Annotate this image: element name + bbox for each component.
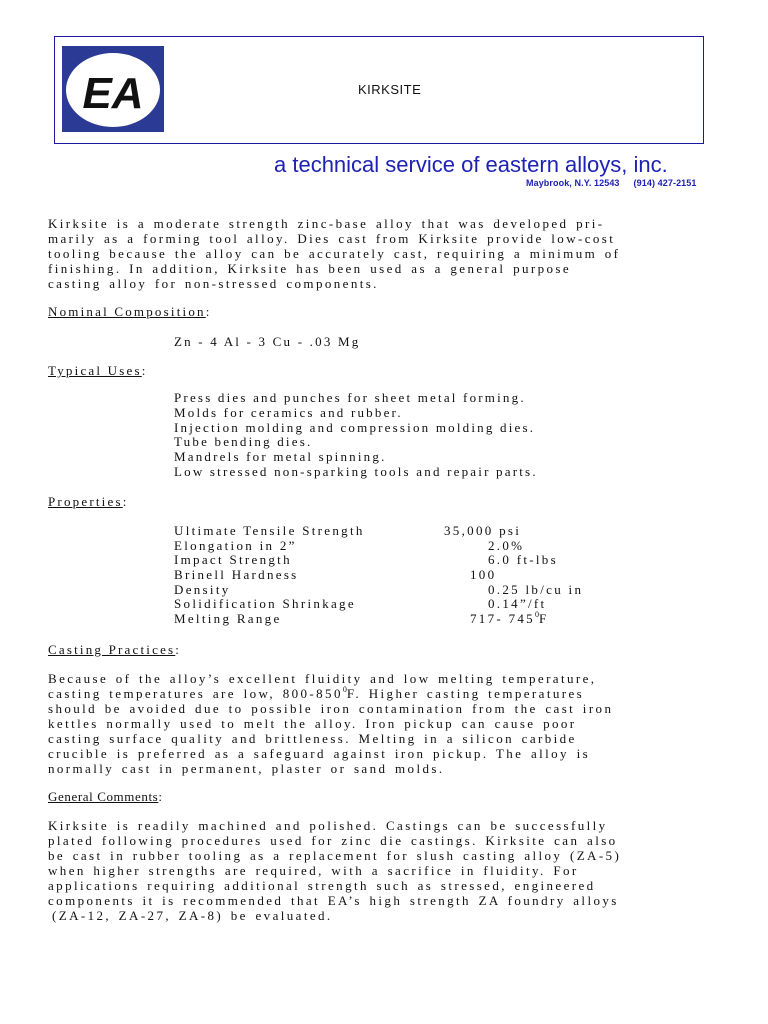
document-title: KIRKSITE — [358, 82, 422, 97]
property-name: Density — [174, 581, 231, 597]
composition-value: Zn - 4 Al - 3 Cu - .03 Mg — [174, 334, 361, 349]
comments-line: components it is recommended that EA’s high strength ZA foundry alloys — [48, 893, 619, 908]
property-value: 2.0% — [488, 537, 525, 553]
casting-heading: Casting Practices: — [48, 642, 182, 657]
property-name: Brinell Hardness — [174, 567, 299, 583]
address: Maybrook, N.Y. 12543 — [526, 178, 620, 188]
tagline: a technical service of eastern alloys, inc. — [274, 152, 668, 177]
casting-line: casting temperatures are low, $800-850^0F$. Higher casting temperatures — [48, 685, 585, 701]
property-row — [174, 524, 734, 539]
casting-line: crucible is preferred as a safeguard against iron pickup. The alloy is — [48, 746, 591, 761]
property-value: 100 — [470, 567, 497, 583]
comments-line: applications requiring additional strength such as stressed, engineered — [48, 878, 596, 893]
uses-heading: Typical Uses: — [48, 363, 148, 378]
address-line — [526, 178, 697, 188]
property-row — [174, 597, 734, 612]
uses-list — [174, 391, 538, 480]
property-row — [174, 553, 734, 568]
comments-line: Kirksite is readily machined and polished. Castings can be successfully — [48, 818, 608, 833]
casting-paragraph — [48, 671, 708, 776]
property-row — [174, 583, 734, 598]
comments-heading: General Comments: — [48, 789, 163, 804]
property-value: 6.0 ft-lbs — [488, 552, 558, 568]
list-item: Molds for ceramics and rubber. — [174, 404, 403, 420]
property-value: 35,000 psi — [444, 523, 522, 538]
property-name: Solidification Shrinkage — [174, 596, 356, 612]
property-name: Elongation in 2” — [174, 537, 297, 553]
comments-line: (ZA-12, ZA-27, ZA-8) be evaluated. — [52, 908, 333, 923]
eastern-alloys-logo — [62, 46, 164, 132]
casting-line: kettles normally used to melt the alloy. Iron pickup can cause poor — [48, 716, 577, 731]
phone: (914) 427-2151 — [633, 178, 697, 188]
intro-line: tooling because the alloy can be accurately cast, requiring a minimum of — [48, 246, 621, 261]
composition-heading: Nominal Composition: — [48, 304, 212, 319]
property-name: Impact Strength — [174, 552, 292, 568]
comments-line: be cast in rubber tooling as a replacement for slush casting alloy (ZA-5) — [48, 848, 622, 863]
list-item: Press dies and punches for sheet metal forming. — [174, 390, 526, 405]
casting-line: casting surface quality and brittleness. Melting in a silicon carbide — [48, 731, 577, 746]
property-row — [174, 612, 734, 627]
property-value: 0.25 lb/cu in — [488, 581, 584, 597]
property-name: Melting Range — [174, 611, 282, 627]
list-item: Injection molding and compression molding dies. — [174, 419, 536, 435]
properties-heading: Properties: — [48, 494, 129, 509]
intro-paragraph — [48, 216, 708, 291]
property-name: Ultimate Tensile Strength — [174, 523, 365, 538]
casting-line: normally cast in permanent, plaster or sand molds. — [48, 761, 445, 776]
comments-line: when higher strengths are required, with a sacrifice in fluidity. For — [48, 863, 579, 878]
comments-line: plated following procedures used for zinc die castings. Kirksite can also — [48, 833, 618, 848]
list-item: Tube bending dies. — [174, 434, 313, 450]
property-value: 717- $745^0F$ — [470, 610, 549, 627]
property-row — [174, 568, 734, 583]
property-value: 0.14”/ft — [488, 596, 547, 612]
intro-line: Kirksite is a moderate strength zinc-base alloy that was developed pri- — [48, 216, 605, 231]
svg-text:EA: EA — [82, 69, 144, 118]
intro-line: marily as a forming tool alloy. Dies cast from Kirksite provide low-cost — [48, 231, 616, 246]
list-item: Low stressed non-sparking tools and repair parts. — [174, 463, 538, 479]
properties-table — [174, 524, 734, 627]
intro-line: finishing. In addition, Kirksite has been used as a general purpose — [48, 261, 572, 276]
list-item: Mandrels for metal spinning. — [174, 449, 387, 465]
comments-paragraph — [48, 818, 708, 923]
casting-line: Because of the alloy’s excellent fluidity and low melting temperature, — [48, 671, 597, 686]
casting-line: should be avoided due to possible iron contamination from the cast iron — [48, 701, 614, 716]
property-row — [174, 539, 734, 554]
intro-line: casting alloy for non-stressed components. — [48, 276, 379, 291]
